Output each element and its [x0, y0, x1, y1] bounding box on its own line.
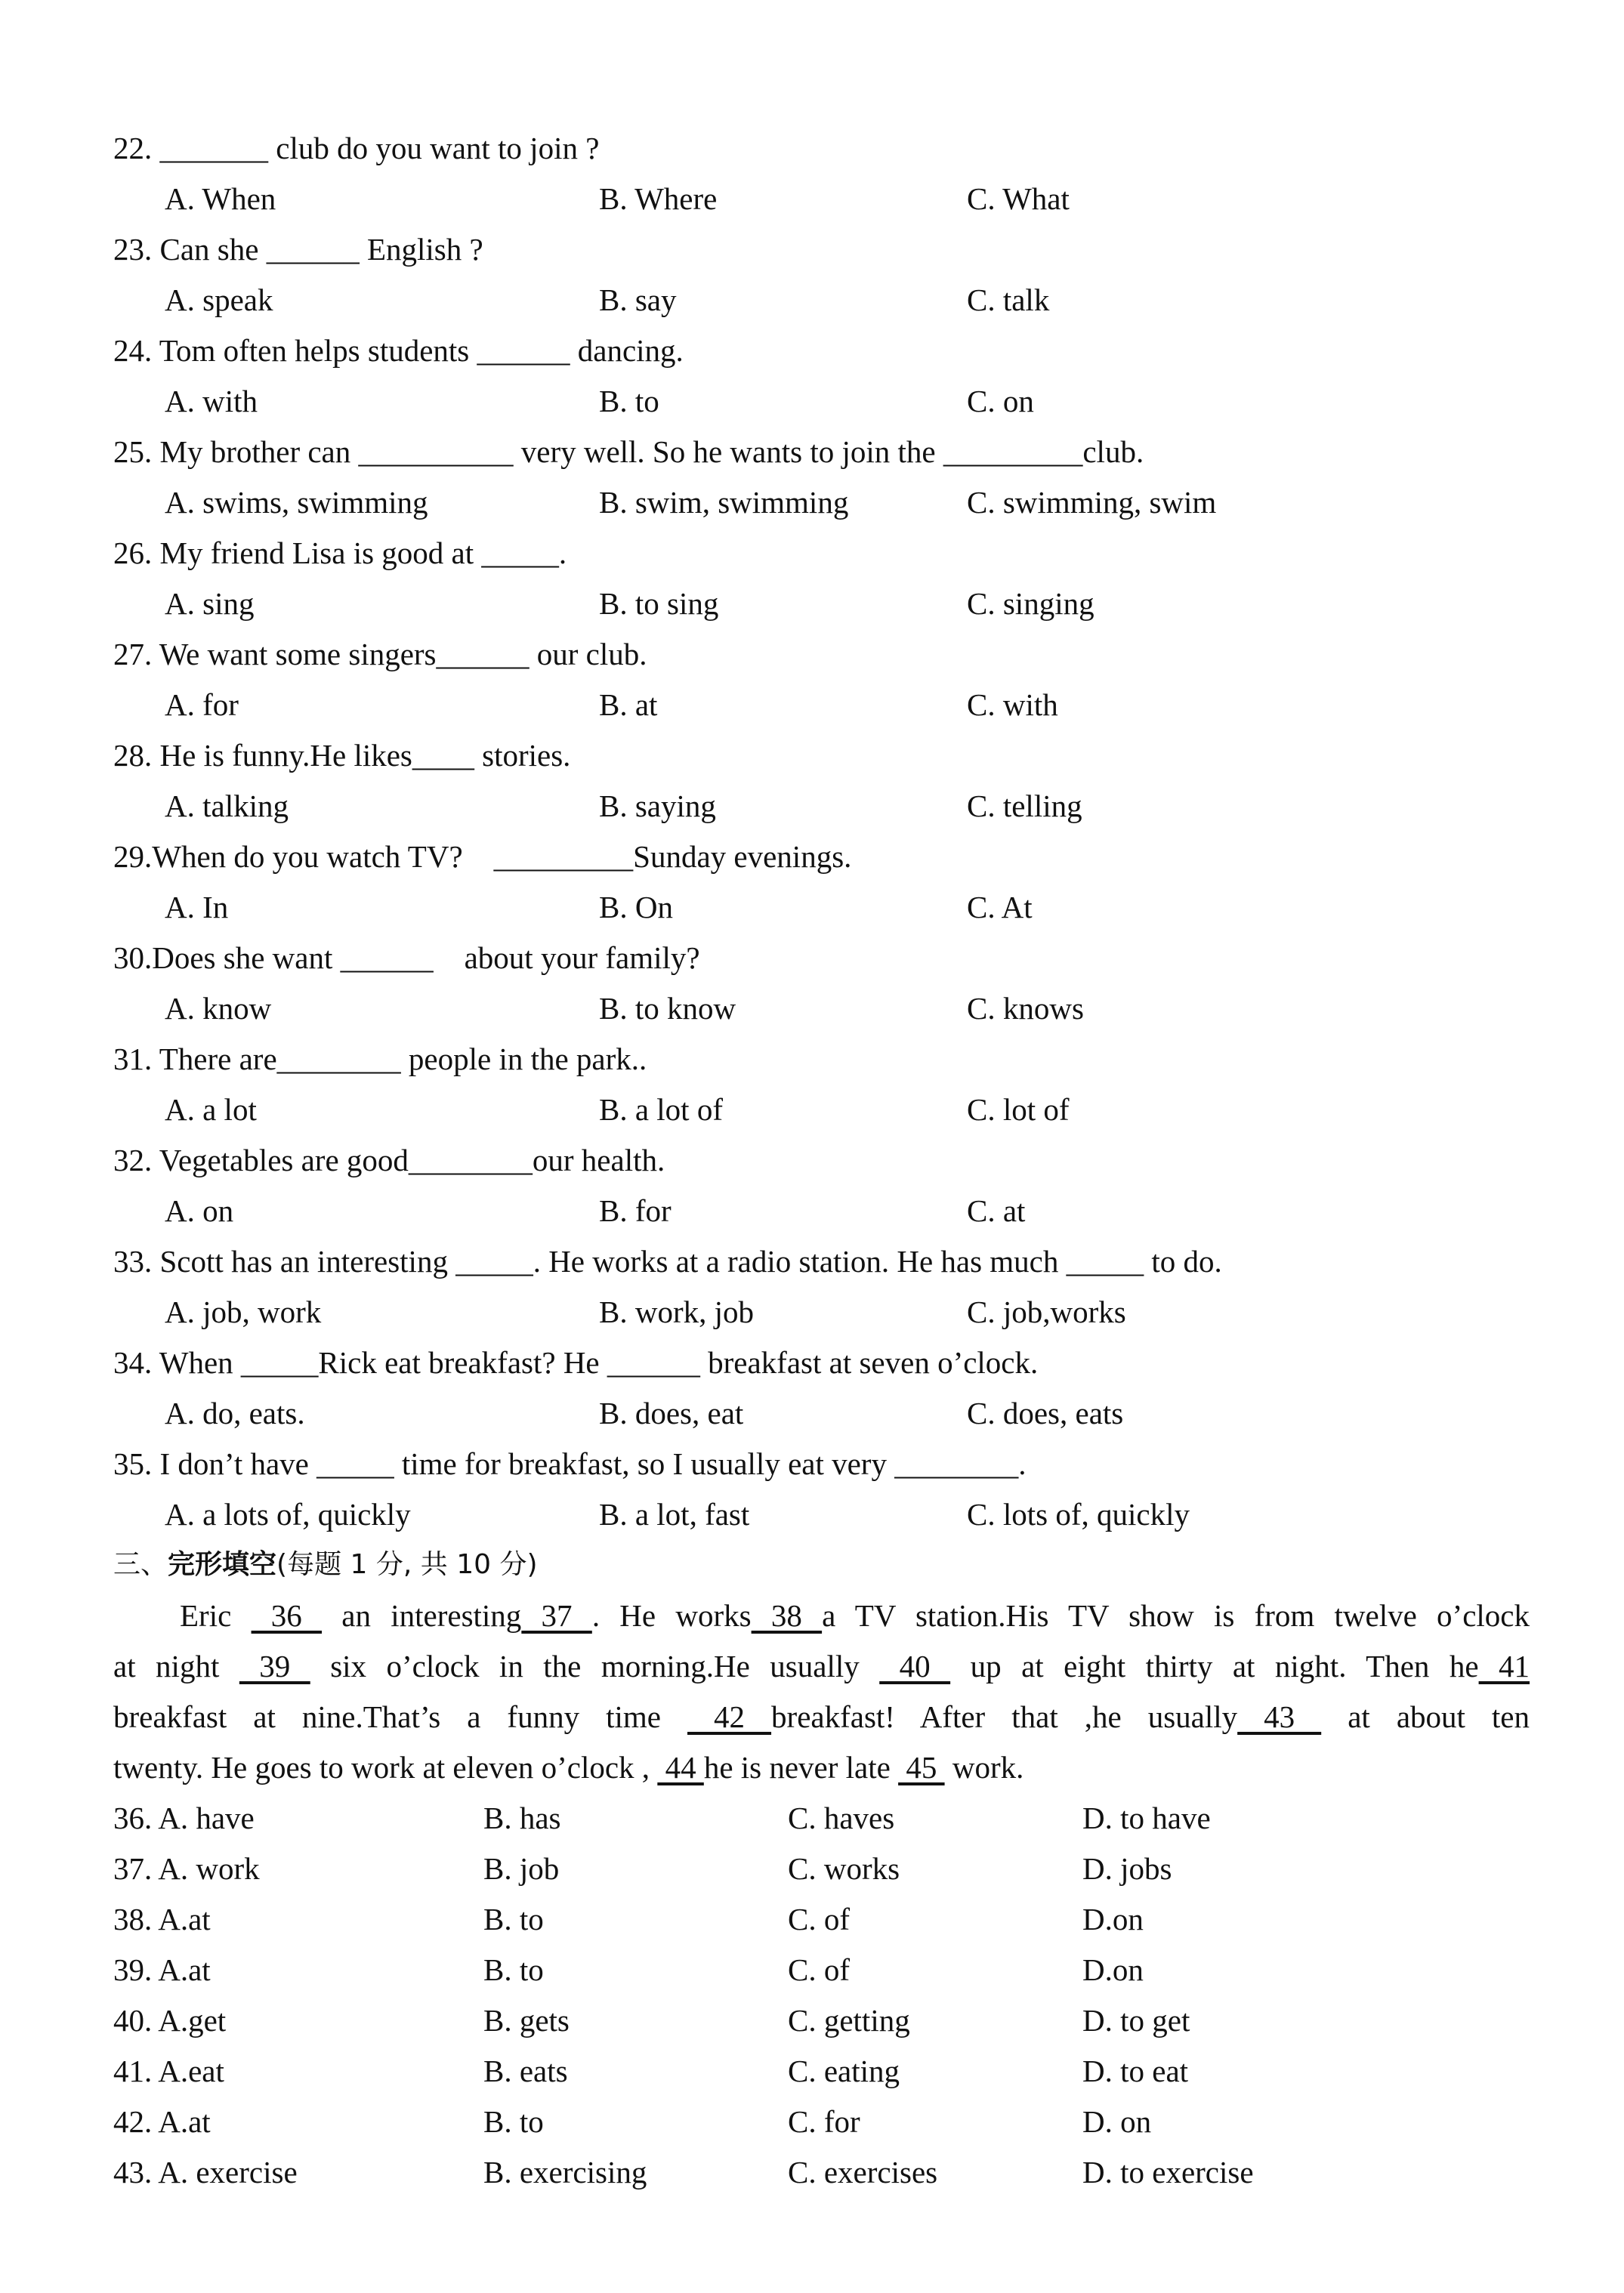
blank-36: 36 — [251, 1598, 323, 1633]
option-d: D. jobs — [1082, 1851, 1172, 1886]
question-33-options — [0, 1286, 1624, 1338]
question-stem: 31. There are________ people in the park.. — [113, 1042, 647, 1076]
option-c: C. telling — [967, 789, 1082, 823]
question-26-stem — [0, 527, 1624, 579]
question-23-options — [0, 274, 1624, 326]
option-b: B. a lot, fast — [599, 1497, 750, 1532]
cloze-39-options — [0, 1944, 1624, 1995]
option-b: B. gets — [483, 2003, 570, 2038]
question-32-options — [0, 1185, 1624, 1236]
section-heading — [113, 1539, 538, 1591]
option-c: C. of — [788, 1952, 850, 1987]
option-a: 41. A.eat — [113, 2054, 224, 2088]
passage-line-1 — [0, 1590, 1624, 1641]
option-a: A. on — [165, 1193, 234, 1228]
question-28-options — [0, 780, 1624, 832]
question-35-options — [0, 1489, 1624, 1540]
question-23-stem — [0, 224, 1624, 275]
question-stem: 23. Can she ______ English ? — [113, 232, 483, 267]
section-title: 完形填空 — [168, 1549, 277, 1580]
option-a: A. a lot — [165, 1092, 257, 1127]
option-b: B. On — [599, 890, 673, 924]
option-a: 36. A. have — [113, 1801, 255, 1835]
option-a: 39. A.at — [113, 1952, 211, 1987]
option-a: A. sing — [165, 586, 255, 621]
option-c: C. haves — [788, 1801, 895, 1835]
option-b: B. eats — [483, 2054, 568, 2088]
option-a: A. When — [165, 181, 276, 216]
question-stem: 25. My brother can __________ very well. So he wants to join the _________club. — [113, 434, 1144, 469]
option-b: B. exercising — [483, 2155, 647, 2190]
option-b: B. swim, swimming — [599, 485, 849, 520]
option-b: B. to — [483, 1952, 544, 1987]
option-a: 37. A. work — [113, 1851, 260, 1886]
option-a: A. for — [165, 687, 239, 722]
question-30-options — [0, 983, 1624, 1034]
option-a: 43. A. exercise — [113, 2155, 298, 2190]
option-c: C. for — [788, 2104, 860, 2139]
option-b: B. saying — [599, 789, 716, 823]
option-b: B. Where — [599, 181, 718, 216]
option-b: B. to — [483, 2104, 544, 2139]
option-b: B. does, eat — [599, 1396, 744, 1430]
option-c: C. with — [967, 687, 1058, 722]
option-b: B. for — [599, 1193, 672, 1228]
question-stem: 34. When _____Rick eat breakfast? He ______ breakfast at seven o’clock. — [113, 1345, 1039, 1380]
option-b: B. a lot of — [599, 1092, 723, 1127]
option-b: B. to sing — [599, 586, 719, 621]
option-c: C. swimming, swim — [967, 485, 1217, 520]
blank-40: 40 — [879, 1649, 951, 1683]
option-c: C. exercises — [788, 2155, 938, 2190]
question-24-options — [0, 375, 1624, 427]
blank-42: 42 — [687, 1699, 772, 1734]
question-22-stem — [0, 122, 1624, 174]
passage-text: Eric 36 an interesting 37 . He works 38 a TV station.His TV show is from twelve o’clock — [180, 1598, 1530, 1633]
option-d: D. on — [1082, 2104, 1152, 2139]
option-d: D. to exercise — [1082, 2155, 1254, 2190]
section-3-heading — [0, 1539, 1624, 1591]
option-a: A. a lots of, quickly — [165, 1497, 411, 1532]
question-28-stem — [0, 730, 1624, 781]
passage-line-3 — [0, 1691, 1624, 1742]
question-34-stem — [0, 1337, 1624, 1388]
question-stem: 26. My friend Lisa is good at _____. — [113, 535, 567, 570]
option-b: B. has — [483, 1801, 561, 1835]
blank-41: 41 — [1478, 1649, 1530, 1683]
section-note: (每题 1 分, 共 10 分) — [276, 1549, 538, 1580]
option-c: C. lots of, quickly — [967, 1497, 1190, 1532]
option-c: C. on — [967, 384, 1034, 418]
option-a: A. job, work — [165, 1295, 322, 1329]
question-stem: 33. Scott has an interesting _____. He works at a radio station. He has much _____ to do. — [113, 1244, 1222, 1279]
blank-43: 43 — [1237, 1699, 1322, 1734]
blank-38: 38 — [751, 1598, 823, 1633]
blank-44: 44 — [657, 1750, 704, 1785]
question-26-options — [0, 578, 1624, 629]
cloze-38-options — [0, 1893, 1624, 1945]
option-d: D.on — [1082, 1902, 1144, 1937]
option-c: C. What — [967, 181, 1070, 216]
passage-line-2 — [0, 1640, 1624, 1692]
question-34-options — [0, 1387, 1624, 1439]
passage-text: at night 39 six o’clock in the morning.He usually 40 up at eight thirty at night. Then he 41 — [113, 1649, 1530, 1683]
option-c: C. At — [967, 890, 1033, 924]
option-c: C. talk — [967, 282, 1050, 317]
option-c: C. getting — [788, 2003, 910, 2038]
question-30-stem — [0, 932, 1624, 983]
question-31-options — [0, 1084, 1624, 1135]
option-d: D. to eat — [1082, 2054, 1189, 2088]
question-22-options — [0, 173, 1624, 224]
option-d: D. to have — [1082, 1801, 1211, 1835]
passage-line-4 — [0, 1742, 1624, 1793]
option-c: C. eating — [788, 2054, 900, 2088]
option-c: C. knows — [967, 991, 1084, 1026]
question-25-stem — [0, 426, 1624, 477]
option-a: A. do, eats. — [165, 1396, 305, 1430]
option-c: C. of — [788, 1902, 850, 1937]
option-b: B. to — [599, 384, 659, 418]
cloze-40-options — [0, 1995, 1624, 2046]
option-a: A. with — [165, 384, 258, 418]
option-a: A. swims, swimming — [165, 485, 428, 520]
option-a: A. In — [165, 890, 229, 924]
option-a: 38. A.at — [113, 1902, 211, 1937]
option-b: B. job — [483, 1851, 560, 1886]
option-c: C. does, eats — [967, 1396, 1124, 1430]
cloze-43-options — [0, 2146, 1624, 2198]
question-stem: 32. Vegetables are good________our health. — [113, 1143, 665, 1177]
option-b: B. to know — [599, 991, 736, 1026]
question-33-stem — [0, 1236, 1624, 1287]
option-c: C. at — [967, 1193, 1026, 1228]
option-a: 42. A.at — [113, 2104, 211, 2139]
question-35-stem — [0, 1438, 1624, 1489]
option-c: C. works — [788, 1851, 900, 1886]
question-27-stem — [0, 628, 1624, 680]
question-stem: 29.When do you watch TV? _________Sunday evenings. — [113, 839, 852, 874]
blank-39: 39 — [239, 1649, 310, 1683]
option-a: A. know — [165, 991, 272, 1026]
option-a: A. talking — [165, 789, 289, 823]
question-stem: 28. He is funny.He likes____ stories. — [113, 738, 571, 773]
question-27-options — [0, 679, 1624, 730]
question-29-options — [0, 881, 1624, 933]
option-a: A. speak — [165, 282, 273, 317]
question-stem: 24. Tom often helps students ______ dancing. — [113, 333, 684, 368]
option-c: C. lot of — [967, 1092, 1070, 1127]
question-stem: 27. We want some singers______ our club. — [113, 637, 647, 671]
question-stem: 30.Does she want ______ about your family? — [113, 940, 700, 975]
blank-37: 37 — [521, 1598, 592, 1633]
question-32-stem — [0, 1134, 1624, 1186]
question-stem: 22. _______ club do you want to join ? — [113, 131, 600, 165]
section-prefix: 三、 — [113, 1549, 168, 1580]
option-b: B. at — [599, 687, 658, 722]
question-25-options — [0, 477, 1624, 528]
option-d: D.on — [1082, 1952, 1144, 1987]
option-d: D. to get — [1082, 2003, 1190, 2038]
passage-text: twenty. He goes to work at eleven o’clock , 44 he is never late 45 work. — [113, 1750, 1024, 1785]
cloze-36-options — [0, 1792, 1624, 1844]
blank-45: 45 — [898, 1750, 945, 1785]
option-c: C. singing — [967, 586, 1095, 621]
option-b: B. work, job — [599, 1295, 754, 1329]
question-24-stem — [0, 325, 1624, 376]
cloze-37-options — [0, 1843, 1624, 1894]
question-31-stem — [0, 1033, 1624, 1085]
question-29-stem — [0, 831, 1624, 882]
option-a: 40. A.get — [113, 2003, 227, 2038]
option-b: B. to — [483, 1902, 544, 1937]
option-c: C. job,works — [967, 1295, 1126, 1329]
cloze-41-options — [0, 2045, 1624, 2097]
passage-text: breakfast at nine.That’s a funny time 42 breakfast! After that ,he usually 43 at about ten — [113, 1699, 1530, 1734]
cloze-42-options — [0, 2096, 1624, 2147]
option-b: B. say — [599, 282, 677, 317]
question-stem: 35. I don’t have _____ time for breakfast, so I usually eat very ________. — [113, 1446, 1027, 1481]
